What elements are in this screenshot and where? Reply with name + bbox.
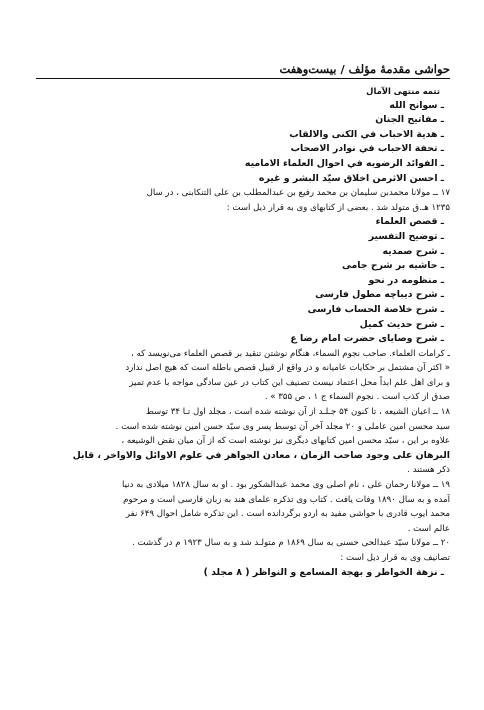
footnote-18-line: سید محسن امین عاملی و ۲۰ مجلد آخر آن توسط پسر وی سیّد حسن امین نوشته شده است . [115, 421, 450, 432]
work-item: ـ شرح ديباچه مطول فارسی [315, 289, 444, 301]
karamat-line: « اکثر آن مشتمل بر حکایات عامیانه و در واقع از قبیل قصص باطله است که هیچ اصل ندارد [125, 363, 450, 374]
karamat-line: ـ كرامات العلماء. صاحب نجوم السماء، هنگام نوشتن تنقید بر قصص العلماء می‌نویسد که ، [131, 348, 450, 359]
work-item: ـ مفاتیح الجنان [375, 114, 444, 126]
footnote-20-line: ۲۰ ــ مولانا سیّد عبدالحی حسنی به سال ۱۸۶۹ م متولـد شد و به سال ۱۹۲۳ م در گذشت . [132, 538, 450, 549]
footnote-19-line: آمده و به سال ۱۸۹۰ وفات یافت . کتاب وی تذکره علمای هند به زبان فارسی است و مرحوم [123, 494, 450, 505]
footnote-20-line: تصانیف وی به قرار ذیل است : [340, 553, 450, 563]
work-item: ـ شرح وصاياى حضرت امام رضا ع [290, 333, 444, 345]
running-header [36, 50, 450, 79]
work-item: ـ نزهة الخواطر و بهجة المسامع و النواظر ( ۸ مجلد ) [203, 566, 444, 578]
footnote-18-line: ذکر هستند . [407, 465, 450, 476]
work-item: ـ شرح حديث كميل [359, 318, 444, 330]
header-title: حواشی مقدمهٔ مؤلف / بیست‌وهفت [279, 62, 450, 76]
footnote-18-line: علاوه بر این ، سیّد محسن امین کتابهای دیگری نیز نوشته است که از آن میان نقض الوشیعه ، [121, 436, 450, 447]
work-item: ـ احسن الاثرمن اخلاق سيّد البشر و غيره [258, 172, 444, 184]
footnote-17-line: ۱۷ ــ مولانا محمدبن سلیمان بن محمد رفیع بن عبدالمطلب بن علی التنکابنی ، در سال [146, 188, 450, 199]
work-item: ـ قصص العلماء [375, 216, 444, 228]
footnote-19-line: عالم است . [407, 523, 450, 534]
work-item: ـ تحفة الاحباب في نوادر الاصحاب [290, 143, 444, 155]
work-item: ـ سوانح الله [389, 99, 444, 111]
footnote-19-line: ۱۹ ــ مولانا رحمان علی ، نام اصلی وی محمد عبدالشکور بود . او به سال ۱۸۲۸ میلادی به دنیا [122, 480, 450, 491]
karamat-line: و برای اهل علم ابداً محل اعتماد نیست تصنیف این کتاب در عین سادگی مواجه با عدم تمیز [129, 377, 450, 388]
work-item: ـ شرح خلاصة الحساب فارسی [307, 303, 444, 315]
work-item: ـ هدية الاحباب في الكنى والالقاب [289, 128, 444, 140]
footnote-17-line: ۱۲۳۵ هـ.ق متولد شد . بعضی از کتابهای وی به قرار ذیل است : [226, 202, 450, 213]
footnote-18-line: البرهان على وجود صاحب الزمان ، معادن الجواهر في علوم الاوائل والاواخر ، قابل [72, 449, 450, 461]
work-item: ـ حاشيه بر شرح جامی [342, 260, 444, 272]
section-subtitle: تتمه منتهی الآمال [366, 86, 440, 96]
work-item: ـ منظومه در نحو [368, 274, 444, 286]
footnote-18-line: ۱۸ ــ اعیان الشیعه ، تا کنون ۵۴ جـلـد از آن نوشته شده است ، مجلد اول تـا ۳۴ توسط [145, 407, 450, 418]
karamat-line: صدق از کذب است . نجوم السماء ج ۱ ، ص ۳۵۵ » . [264, 392, 450, 403]
work-item: ـ توضيح التفسير [368, 230, 444, 242]
footnote-19-line: محمد ایوب قادری با حواشی مفید به اردو برگردانده است . این تذکره شامل احوال ۶۴۹ نفر [125, 509, 450, 520]
work-item: ـ شرح صمديه [382, 245, 444, 257]
work-item: ـ الفوائد الرضويه في احوال العلماء الاماميه [244, 157, 444, 169]
page-body [36, 84, 450, 580]
